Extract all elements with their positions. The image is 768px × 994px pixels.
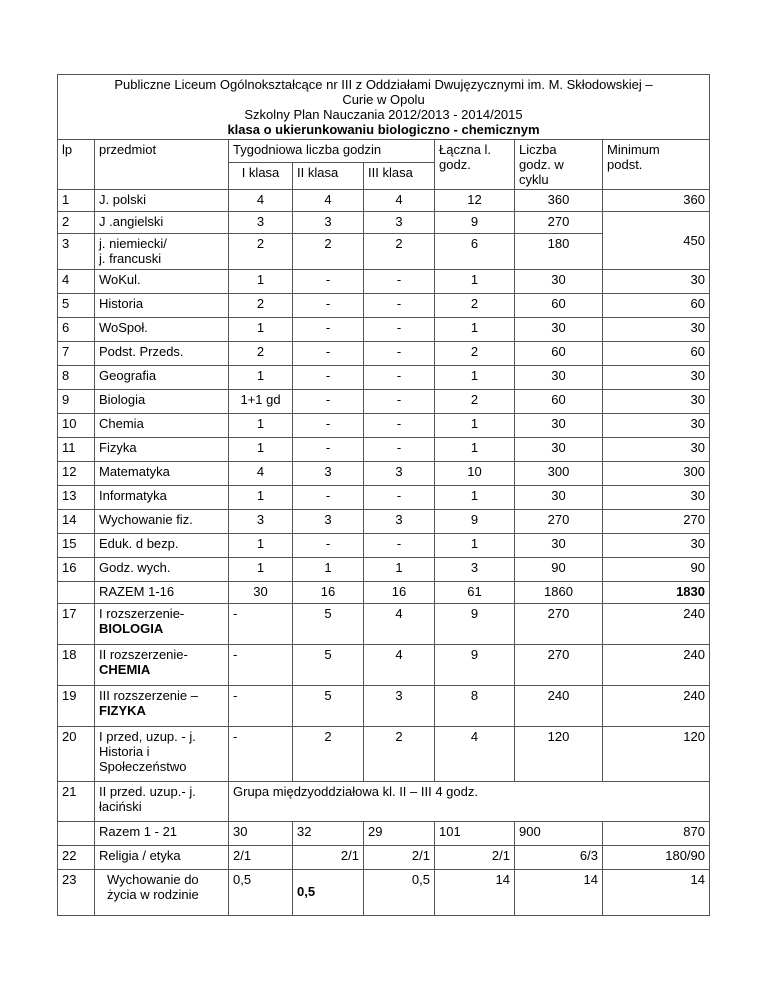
table-row	[58, 270, 710, 294]
row-klasa-1: 1	[229, 366, 293, 390]
row-klasa-1: 0,5	[229, 870, 293, 916]
row-cycle: 60	[515, 342, 603, 366]
row-total: 2	[435, 342, 515, 366]
table-row	[58, 727, 710, 782]
row-cycle: 270	[515, 645, 603, 686]
row-subject: Razem 1 - 21	[95, 822, 229, 846]
row-klasa-1: 1	[229, 414, 293, 438]
row-minimum: 360	[603, 190, 710, 212]
row-lp	[58, 822, 95, 846]
row-klasa-1: 1	[229, 438, 293, 462]
total-row	[58, 822, 710, 846]
row-klasa-2: 3	[293, 510, 364, 534]
row-klasa-2: 2/1	[293, 846, 364, 870]
row-klasa-2: -	[293, 342, 364, 366]
row-cycle: 270	[515, 510, 603, 534]
row-total: 1	[435, 534, 515, 558]
row-lp: 19	[58, 686, 95, 727]
row-cycle: 30	[515, 366, 603, 390]
row-klasa-3: 2/1	[364, 846, 435, 870]
row-klasa-1: -	[229, 686, 293, 727]
row-total: 1	[435, 414, 515, 438]
row-cycle: 14	[515, 870, 603, 916]
row-total: 2	[435, 390, 515, 414]
row-lp: 2	[58, 212, 95, 234]
row-total: 1	[435, 318, 515, 342]
table-row	[58, 366, 710, 390]
row-klasa-1: 3	[229, 510, 293, 534]
row-cycle: 6/3	[515, 846, 603, 870]
row-klasa-3: -	[364, 294, 435, 318]
table-row	[58, 870, 710, 916]
row-minimum: 120	[603, 727, 710, 782]
row-minimum: 240	[603, 645, 710, 686]
row-klasa-2: -	[293, 414, 364, 438]
row-klasa-1: 4	[229, 190, 293, 212]
row-lp: 1	[58, 190, 95, 212]
row-total: 1	[435, 438, 515, 462]
row-klasa-1: 1	[229, 534, 293, 558]
row-cycle: 60	[515, 294, 603, 318]
row-total: 10	[435, 462, 515, 486]
col-weekly-hours: Tygodniowa liczba godzin	[229, 140, 435, 163]
table-row	[58, 645, 710, 686]
plan-title: Szkolny Plan Nauczania 2012/2013 - 2014/2015	[244, 107, 523, 122]
row-total: 61	[435, 582, 515, 604]
row-lp: 22	[58, 846, 95, 870]
row-klasa-2: -	[293, 486, 364, 510]
table-row	[58, 604, 710, 645]
row-subject-line2: j. francuski	[99, 251, 162, 266]
subtotal-row	[58, 582, 710, 604]
row-total: 9	[435, 645, 515, 686]
row-minimum: 60	[603, 342, 710, 366]
col-total-line1: Łączna l.	[439, 142, 492, 157]
col-minimum	[603, 140, 710, 190]
row-cycle: 240	[515, 686, 603, 727]
row-klasa-2: 2	[293, 234, 364, 270]
row-klasa-2: -	[293, 390, 364, 414]
row-klasa-1: 1	[229, 486, 293, 510]
row-total: 6	[435, 234, 515, 270]
row-klasa-3: 2	[364, 234, 435, 270]
row-minimum: 30	[603, 390, 710, 414]
curriculum-table	[57, 74, 710, 916]
row-lp: 16	[58, 558, 95, 582]
row-klasa-3: -	[364, 486, 435, 510]
interclass-group-note: Grupa międzyoddziałowa kl. II – III 4 godz.	[229, 782, 710, 822]
row-subject	[95, 234, 229, 270]
row-cycle: 30	[515, 438, 603, 462]
school-name-line1: Publiczne Liceum Ogólnokształcące nr III z Oddziałami Dwujęzycznymi im. M. Skłodowskiej –	[114, 77, 653, 92]
row-klasa-1: 2	[229, 234, 293, 270]
row-minimum: 240	[603, 604, 710, 645]
row-minimum: 60	[603, 294, 710, 318]
row-klasa-3: -	[364, 438, 435, 462]
row-minimum: 30	[603, 366, 710, 390]
row-klasa-1: 4	[229, 462, 293, 486]
row-klasa-1: 2	[229, 294, 293, 318]
row-klasa-3: -	[364, 342, 435, 366]
row-klasa-3: 3	[364, 686, 435, 727]
row-klasa-3: 29	[364, 822, 435, 846]
row-klasa-1: 1+1 gd	[229, 390, 293, 414]
row-cycle: 1860	[515, 582, 603, 604]
class-profile: klasa o ukierunkowaniu biologiczno - chemicznym	[227, 122, 540, 137]
row-subject-line1: j. niemiecki/	[99, 236, 167, 251]
row-subject	[95, 645, 229, 686]
document-header	[58, 75, 710, 140]
row-total: 2/1	[435, 846, 515, 870]
row-klasa-2: -	[293, 294, 364, 318]
row-subject: WoKul.	[95, 270, 229, 294]
row-minimum: 30	[603, 438, 710, 462]
table-row	[58, 342, 710, 366]
row-subject-line2: FIZYKA	[99, 703, 146, 718]
table-row	[58, 190, 710, 212]
row-klasa-3: 2	[364, 727, 435, 782]
row-subject-line1: II rozszerzenie-	[99, 647, 188, 662]
table-row	[58, 414, 710, 438]
row-minimum: 30	[603, 318, 710, 342]
row-klasa-2: 4	[293, 190, 364, 212]
table-row	[58, 462, 710, 486]
row-minimum: 30	[603, 534, 710, 558]
row-klasa-1: -	[229, 727, 293, 782]
row-klasa-1: 30	[229, 582, 293, 604]
row-total: 12	[435, 190, 515, 212]
row-cycle: 30	[515, 486, 603, 510]
row-subject	[95, 782, 229, 822]
row-klasa-1: 2	[229, 342, 293, 366]
row-subject-line2: życia w rodzinie	[107, 887, 199, 902]
row-total: 9	[435, 604, 515, 645]
col-klasa-3: III klasa	[364, 162, 435, 189]
row-klasa-1: 3	[229, 212, 293, 234]
row-lp: 11	[58, 438, 95, 462]
row-subject-line2: CHEMIA	[99, 662, 151, 677]
row-klasa-3: 4	[364, 604, 435, 645]
row-subject: Geografia	[95, 366, 229, 390]
row-klasa-3: 3	[364, 462, 435, 486]
row-klasa-2: 5	[293, 604, 364, 645]
row-subject: J. polski	[95, 190, 229, 212]
row-minimum: 30	[603, 270, 710, 294]
row-minimum: 240	[603, 686, 710, 727]
row-total: 2	[435, 294, 515, 318]
row-cycle: 60	[515, 390, 603, 414]
row-subject: RAZEM 1-16	[95, 582, 229, 604]
row-lp: 9	[58, 390, 95, 414]
row-subject: Matematyka	[95, 462, 229, 486]
row-klasa-3: 1	[364, 558, 435, 582]
row-minimum: 90	[603, 558, 710, 582]
row-subject-line3: Społeczeństwo	[99, 759, 187, 774]
table-row	[58, 390, 710, 414]
row-lp: 23	[58, 870, 95, 916]
row-klasa-1: 2/1	[229, 846, 293, 870]
row-subject: WoSpoł.	[95, 318, 229, 342]
row-subject-line2: BIOLOGIA	[99, 621, 164, 636]
row-total: 1	[435, 366, 515, 390]
row-cycle: 90	[515, 558, 603, 582]
table-row	[58, 294, 710, 318]
row-klasa-3: 4	[364, 645, 435, 686]
row-subject: Historia	[95, 294, 229, 318]
row-klasa-1: 30	[229, 822, 293, 846]
row-lp: 17	[58, 604, 95, 645]
row-klasa-2: -	[293, 366, 364, 390]
row-lp: 6	[58, 318, 95, 342]
row-total: 14	[435, 870, 515, 916]
row-klasa-1: 1	[229, 558, 293, 582]
row-lp: 14	[58, 510, 95, 534]
table-row	[58, 686, 710, 727]
school-name-line2: Curie w Opolu	[342, 92, 425, 107]
table-row	[58, 510, 710, 534]
col-klasa-1: I klasa	[229, 162, 293, 189]
row-klasa-2: 3	[293, 462, 364, 486]
row-cycle: 270	[515, 604, 603, 645]
row-minimum: 30	[603, 486, 710, 510]
row-lp: 5	[58, 294, 95, 318]
row-lp: 21	[58, 782, 95, 822]
row-subject-line2: łaciński	[99, 799, 142, 814]
row-klasa-2: 32	[293, 822, 364, 846]
row-klasa-2: -	[293, 318, 364, 342]
row-minimum: 30	[603, 414, 710, 438]
col-min-line2: podst.	[607, 157, 643, 172]
row-klasa-3: -	[364, 318, 435, 342]
row-total: 9	[435, 510, 515, 534]
row-cycle: 30	[515, 270, 603, 294]
row-total: 1	[435, 270, 515, 294]
row-subject: Wychowanie fiz.	[95, 510, 229, 534]
row-subject-line1: I rozszerzenie-	[99, 606, 185, 621]
row-minimum: 450	[603, 212, 710, 270]
row-subject-line1: II przed. uzup.- j.	[99, 784, 196, 799]
row-subject: Biologia	[95, 390, 229, 414]
row-lp: 4	[58, 270, 95, 294]
row-klasa-2: 5	[293, 686, 364, 727]
row-lp: 20	[58, 727, 95, 782]
row-subject	[95, 686, 229, 727]
row-lp	[58, 582, 95, 604]
row-total: 4	[435, 727, 515, 782]
col-cycle-hours	[515, 140, 603, 190]
row-klasa-3: 0,5	[364, 870, 435, 916]
row-lp: 12	[58, 462, 95, 486]
row-total: 9	[435, 212, 515, 234]
row-total: 101	[435, 822, 515, 846]
row-klasa-2: 2	[293, 727, 364, 782]
row-klasa-3: -	[364, 414, 435, 438]
col-cycle-line3: cyklu	[519, 172, 549, 187]
col-total-hours	[435, 140, 515, 190]
row-cycle: 30	[515, 318, 603, 342]
row-subject-line2: Historia i	[99, 744, 150, 759]
row-cycle: 900	[515, 822, 603, 846]
table-row	[58, 558, 710, 582]
row-subject	[95, 604, 229, 645]
row-subject: Religia / etyka	[95, 846, 229, 870]
row-cycle: 30	[515, 534, 603, 558]
row-klasa-3: -	[364, 534, 435, 558]
row-cycle: 180	[515, 234, 603, 270]
row-klasa-2: 16	[293, 582, 364, 604]
row-klasa-2: -	[293, 534, 364, 558]
col-klasa-2: II klasa	[293, 162, 364, 189]
row-cycle: 270	[515, 212, 603, 234]
row-minimum: 870	[603, 822, 710, 846]
row-klasa-2: 5	[293, 645, 364, 686]
row-subject: Chemia	[95, 414, 229, 438]
table-row	[58, 534, 710, 558]
col-min-line1: Minimum	[607, 142, 660, 157]
row-klasa-3: -	[364, 270, 435, 294]
col-total-line2: godz.	[439, 157, 471, 172]
row-total: 3	[435, 558, 515, 582]
row-klasa-2: -	[293, 438, 364, 462]
col-lp: lp	[58, 140, 95, 190]
row-subject: Podst. Przeds.	[95, 342, 229, 366]
row-klasa-1: -	[229, 604, 293, 645]
row-minimum: 14	[603, 870, 710, 916]
row-lp: 7	[58, 342, 95, 366]
row-minimum: 1830	[603, 582, 710, 604]
row-subject: Eduk. d bezp.	[95, 534, 229, 558]
row-total: 8	[435, 686, 515, 727]
row-subject: J .angielski	[95, 212, 229, 234]
row-klasa-2: 3	[293, 212, 364, 234]
row-lp: 10	[58, 414, 95, 438]
table-row	[58, 318, 710, 342]
row-subject-line1: III rozszerzenie –	[99, 688, 198, 703]
row-cycle: 360	[515, 190, 603, 212]
row-cycle: 300	[515, 462, 603, 486]
row-klasa-1: 1	[229, 270, 293, 294]
row-minimum: 270	[603, 510, 710, 534]
row-lp: 15	[58, 534, 95, 558]
table-row	[58, 782, 710, 822]
row-minimum: 300	[603, 462, 710, 486]
column-header-row	[58, 140, 710, 163]
row-klasa-3: 3	[364, 212, 435, 234]
row-klasa-3: 3	[364, 510, 435, 534]
row-klasa-1: 1	[229, 318, 293, 342]
table-row	[58, 212, 710, 234]
row-subject-line1: I przed, uzup. - j.	[99, 729, 196, 744]
row-klasa-3: -	[364, 366, 435, 390]
row-cycle: 120	[515, 727, 603, 782]
row-klasa-3: 16	[364, 582, 435, 604]
col-subject: przedmiot	[95, 140, 229, 190]
row-klasa-2: -	[293, 270, 364, 294]
table-row	[58, 438, 710, 462]
row-minimum: 180/90	[603, 846, 710, 870]
row-klasa-2: 1	[293, 558, 364, 582]
row-total: 1	[435, 486, 515, 510]
row-klasa-2: 0,5	[293, 870, 364, 916]
row-subject: Godz. wych.	[95, 558, 229, 582]
row-subject-line1: Wychowanie do	[107, 872, 199, 887]
row-lp: 18	[58, 645, 95, 686]
row-subject: Informatyka	[95, 486, 229, 510]
row-klasa-3: 4	[364, 190, 435, 212]
table-row	[58, 846, 710, 870]
col-cycle-line1: Liczba	[519, 142, 557, 157]
col-cycle-line2: godz. w	[519, 157, 564, 172]
row-lp: 3	[58, 234, 95, 270]
row-subject: Fizyka	[95, 438, 229, 462]
row-subject	[95, 870, 229, 916]
row-subject	[95, 727, 229, 782]
row-klasa-3: -	[364, 390, 435, 414]
row-lp: 13	[58, 486, 95, 510]
row-lp: 8	[58, 366, 95, 390]
row-klasa-1: -	[229, 645, 293, 686]
row-cycle: 30	[515, 414, 603, 438]
table-row	[58, 486, 710, 510]
